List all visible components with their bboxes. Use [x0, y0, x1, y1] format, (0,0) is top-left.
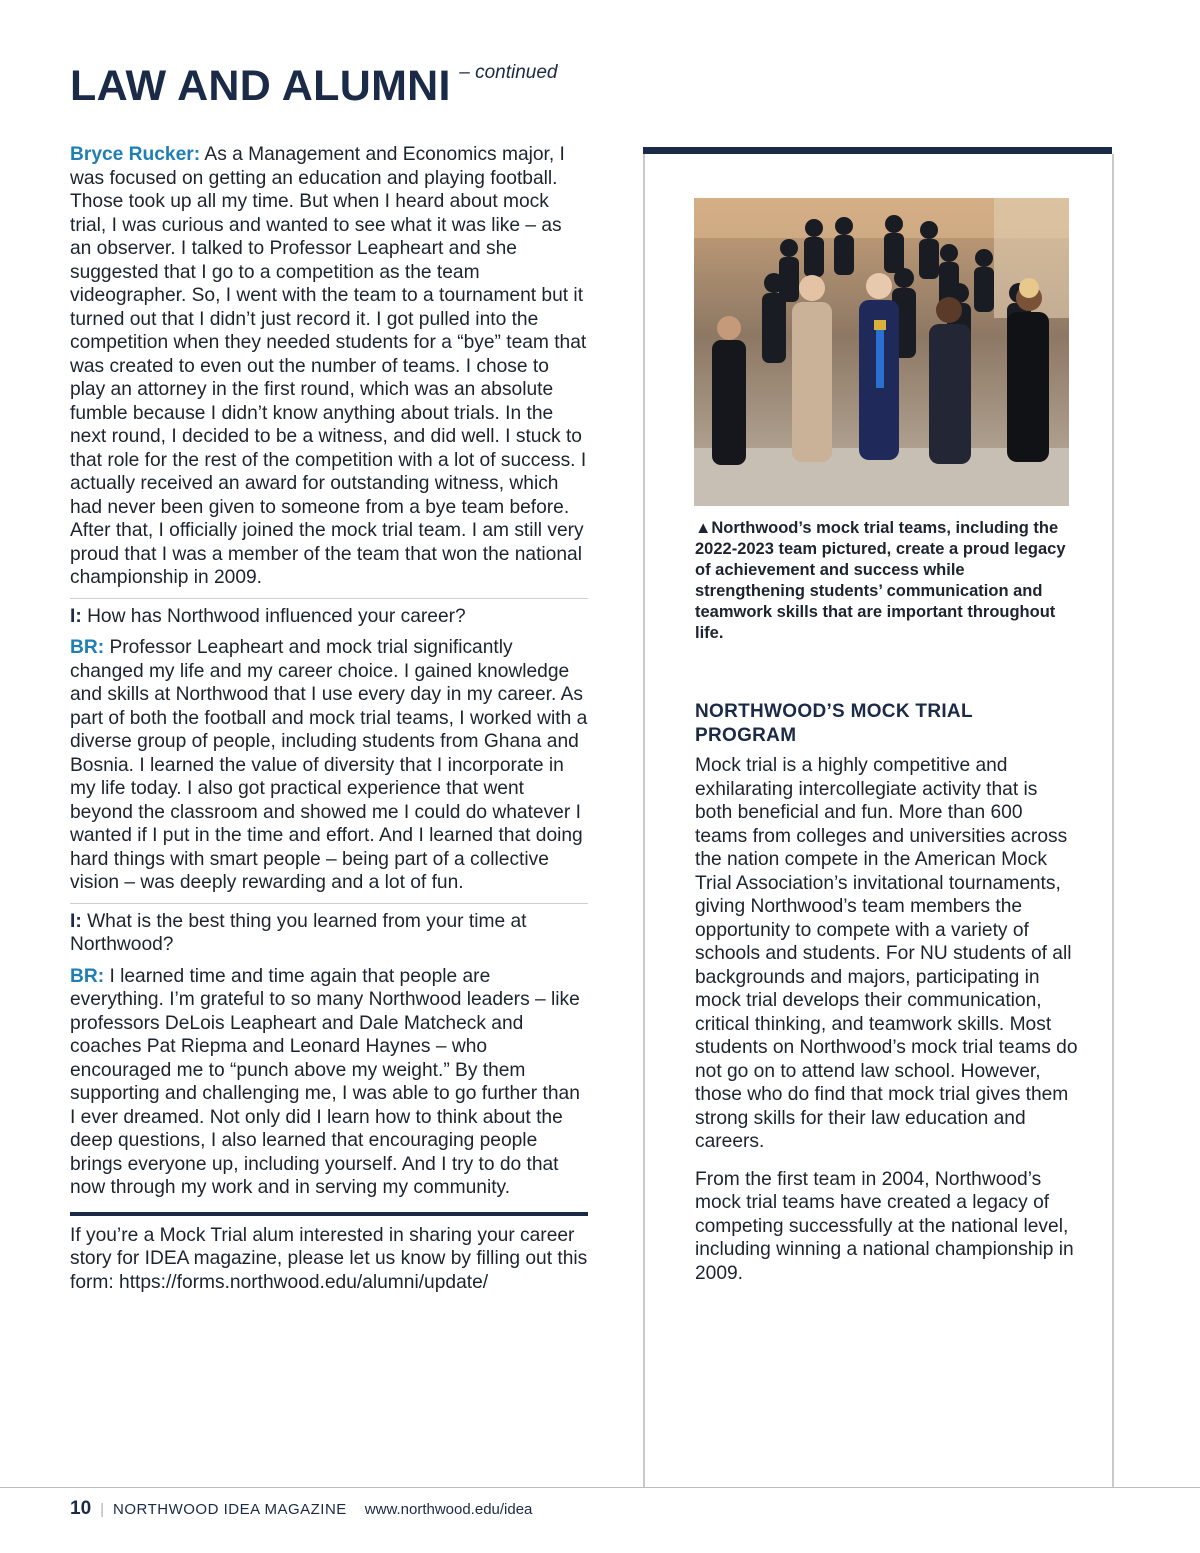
divider: [70, 903, 588, 904]
question-text: What is the best thing you learned from your time at Northwood?: [70, 910, 527, 955]
cta-paragraph: If you’re a Mock Trial alum interested in sharing your career story for IDEA magazine, please let us know by filling out this form: https://forms.northwood.edu/alumni/update/: [70, 1224, 588, 1293]
answer-text: Professor Leapheart and mock trial significantly changed my life and my career choice. I gained knowledge and skills at Northwood that I use every day in my career. As part of both the football and mock trial teams, I worked with a diverse group of people, including students from Ghana and Bosnia. I learned the value of diversity that I incorporate in my life today. I also got practical experience that went beyond the classroom and showed me I could do whatever I wanted if I put in the time and effort. And I learned that doing hard things with smart people – being part of a collective vision – was deeply rewarding and a lot of fun.: [70, 637, 588, 893]
page-header: [70, 62, 558, 111]
intro-paragraph: [70, 143, 588, 590]
question-label: I:: [70, 605, 82, 627]
page-number: 10: [70, 1498, 92, 1519]
sidebar-top-bar: [643, 147, 1112, 154]
sidebar-heading: NORTHWOOD’S MOCK TRIAL PROGRAM: [695, 701, 973, 746]
intro-text: As a Management and Economics major, I was focused on getting an education and playing football. Those took up all my time. But when I heard about mock trial, I was curious and wanted to see what it was like – as an observer. I talked to Professor Leapheart and she suggested that I go to a competition as the team videographer. So, I went with the team to a tournament but it turned out that I didn’t just record it. I got pulled into the competition when they needed students for a “bye” team that was created to even out the number of teams. I chose to play an attorney in the first round, which was an absolute fumble because I didn’t know anything about trials. In the next round, I decided to be a witness, and did well. I stuck to that role for the rest of the competition with a lot of success. I actually received an award for outstanding witness, which had never been given to someone from a bye team before. After that, I officially joined the mock trial team. I am still very proud that I was a member of the team that won the national championship in 2009.: [70, 144, 587, 588]
question-paragraph: [70, 605, 588, 629]
sidebar-paragraph: Mock trial is a highly competitive and exhilarating intercollegiate activity that is both beneficial and fun. More than 600 teams from colleges and universities across the nation compete in the American Mock Trial Association’s invitational tournaments, giving Northwood’s team members the opportunity to compete with a variety of schools and students. For NU students of all backgrounds and majors, participating in mock trial develops their communication, critical thinking, and teamwork skills. Most students on Northwood’s mock trial teams do not go on to attend law school. However, those who do find that mock trial gives them strong skills for their law education and careers.: [695, 755, 1078, 1152]
divider: [70, 598, 588, 599]
magazine-name: NORTHWOOD IDEA MAGAZINE: [113, 1501, 347, 1518]
team-photo: [694, 198, 1069, 506]
question-label: I:: [70, 910, 82, 932]
photo-caption: ▲Northwood’s mock trial teams, including the 2022-2023 team pictured, create a proud legacy of achievement and success while strengthening students’ communication and teamwork skills that are important throughout life.: [695, 519, 1066, 642]
answer-paragraph: [70, 965, 588, 1200]
sidebar-paragraph: From the first team in 2004, Northwood’s mock trial teams have created a legacy of competing successfully at the national level, including winning a national championship in 2009.: [695, 1168, 1074, 1284]
sidebar-body: [695, 754, 1080, 1285]
speaker-label: Bryce Rucker:: [70, 144, 201, 165]
answer-paragraph: [70, 636, 588, 895]
answer-label: BR:: [70, 965, 105, 987]
magazine-url[interactable]: www.northwood.edu/idea: [364, 1501, 533, 1518]
question-text: How has Northwood influenced your career?: [81, 605, 466, 627]
page-subtitle: – continued: [459, 62, 558, 83]
answer-text: I learned time and time again that people are everything. I’m grateful to so many Northwood leaders – like professors DeLois Leapheart and Dale Matcheck and coaches Pat Riepma and Leonard Haynes – who encouraged me to “punch above my weight.” By them supporting and challenging me, I was able to go further than I ever dreamed. Not only did I learn how to think about the deep questions, I also learned that encouraging people brings everyone up, including yourself. And I try to do that now through my work and in serving my community.: [70, 965, 580, 1198]
footer-separator: |: [100, 1501, 105, 1518]
page-footer: [70, 1498, 532, 1520]
footer-divider: [0, 1487, 1200, 1488]
question-paragraph: [70, 910, 588, 957]
answer-label: BR:: [70, 637, 105, 658]
page-title: LAW AND ALUMNI: [70, 62, 451, 110]
team-photo-illustration: [694, 198, 1069, 506]
cta-divider: [70, 1212, 588, 1216]
interview-column: [70, 143, 588, 1294]
